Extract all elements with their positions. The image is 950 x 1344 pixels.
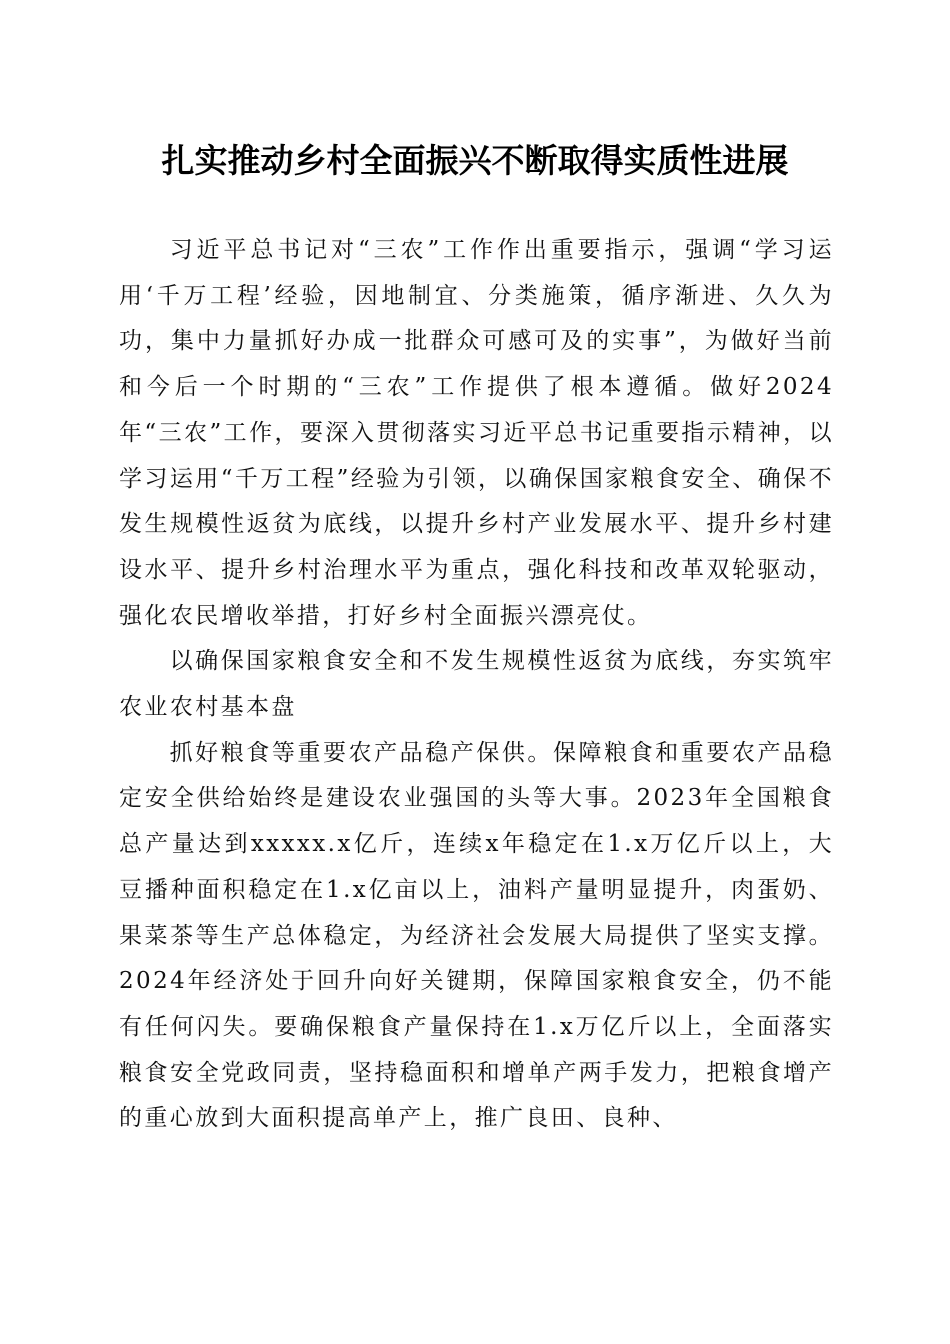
paragraph-intro: 习近平总书记对“三农”工作作出重要指示，强调“学习运用‘千万工程’经验，因地制宜、分类施策，循序渐进、久久为功，集中力量抓好办成一批群众可感可及的实事”，为做好当前和今后一个时期的“三农”工作提供了根本遵循。做好2024年“三农”工作，要深入贯彻落实习近平总书记重要指示精神，以学习运用“千万工程”经验为引领，以确保国家粮食安全、确保不发生规模性返贫为底线，以提升乡村产业发展水平、提升乡村建设水平、提升乡村治理水平为重点，强化科技和改革双轮驱动，强化农民增收举措，打好乡村全面振兴漂亮仗。 xyxy=(119,237,834,629)
document-title: 扎实推动乡村全面振兴不断取得实质性进展 xyxy=(161,141,789,180)
paragraph-grain-supply: 抓好粮食等重要农产品稳产保供。保障粮食和重要农产品稳定安全供给始终是建设农业强国的头等大事。2023年全国粮食总产量达到xxxxx.x亿斤，连续x年稳定在1.x万亿斤以上，大豆播种面积稳定在1.x亿亩以上，油料产量明显提升，肉蛋奶、果菜茶等生产总体稳定，为经济社会发展大局提供了坚实支撑。2024年经济处于回升向好关键期，保障国家粮食安全，仍不能有任何闪失。要确保粮食产量保持在1.x万亿斤以上，全面落实粮食安全党政同责，坚持稳面积和增单产两手发力，把粮食增产的重心放到大面积提高单产上，推广良田、良种、 xyxy=(119,739,834,1132)
document-body xyxy=(119,228,834,1142)
section-heading: 以确保国家粮食安全和不发生规模性返贫为底线，夯实筑牢农业农村基本盘 xyxy=(119,648,834,721)
